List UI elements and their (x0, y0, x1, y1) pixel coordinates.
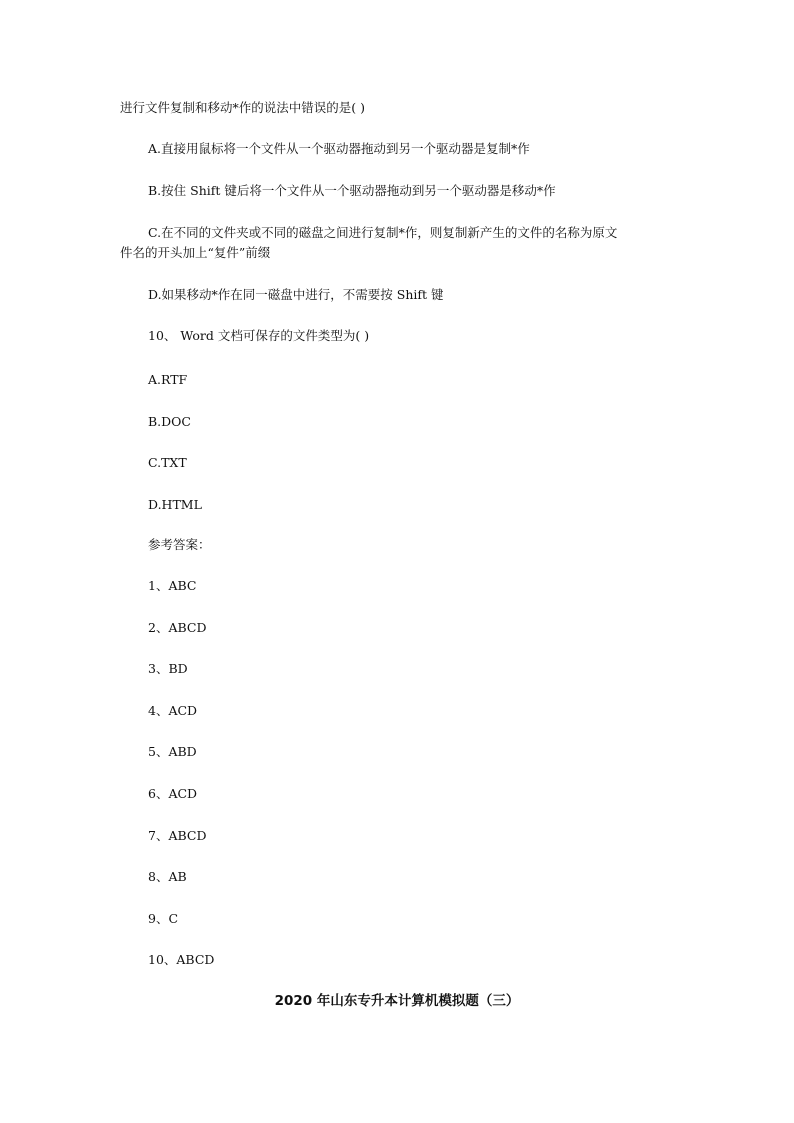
answer-item-1: 1、ABC (148, 578, 197, 593)
answer-item-6: 6、ACD (148, 786, 198, 801)
question-9-option-c-line-2: 件名的开头加上“复件”前缀 (120, 245, 271, 260)
answer-item-3: 3、BD (148, 661, 188, 676)
question-9-option-c-line-1: C.在不同的文件夹或不同的磁盘之间进行复制*作，则复制新产生的文件的名称为原文 (148, 225, 618, 240)
answer-item-7: 7、ABCD (148, 828, 207, 843)
question-10-option-d: D.HTML (148, 497, 202, 512)
question-10-option-b: B.DOC (148, 414, 191, 429)
answer-item-9: 9、C (148, 911, 179, 926)
answers-heading: 参考答案： (148, 537, 211, 552)
next-section-title: 2020 年山东专升本计算机模拟题（三） (274, 993, 520, 1009)
question-10-option-c: C.TXT (148, 455, 187, 470)
answer-item-10: 10、ABCD (148, 952, 215, 967)
question-10-option-a: A.RTF (148, 372, 188, 387)
question-10-stem: 10、 Word 文档可保存的文件类型为( ) (148, 328, 370, 343)
answer-item-8: 8、AB (148, 869, 187, 884)
question-9-option-d: D.如果移动*作在同一磁盘中进行，不需要按 Shift 键 (148, 287, 444, 302)
answer-item-2: 2、ABCD (148, 620, 207, 635)
question-9-stem: 进行文件复制和移动*作的说法中错误的是( ) (120, 100, 365, 115)
answer-item-4: 4、ACD (148, 703, 198, 718)
answer-item-5: 5、ABD (148, 744, 197, 759)
question-9-option-a: A.直接用鼠标将一个文件从一个驱动器拖动到另一个驱动器是复制*作 (148, 141, 530, 156)
question-9-option-b: B.按住 Shift 键后将一个文件从一个驱动器拖动到另一个驱动器是移动*作 (148, 183, 556, 198)
